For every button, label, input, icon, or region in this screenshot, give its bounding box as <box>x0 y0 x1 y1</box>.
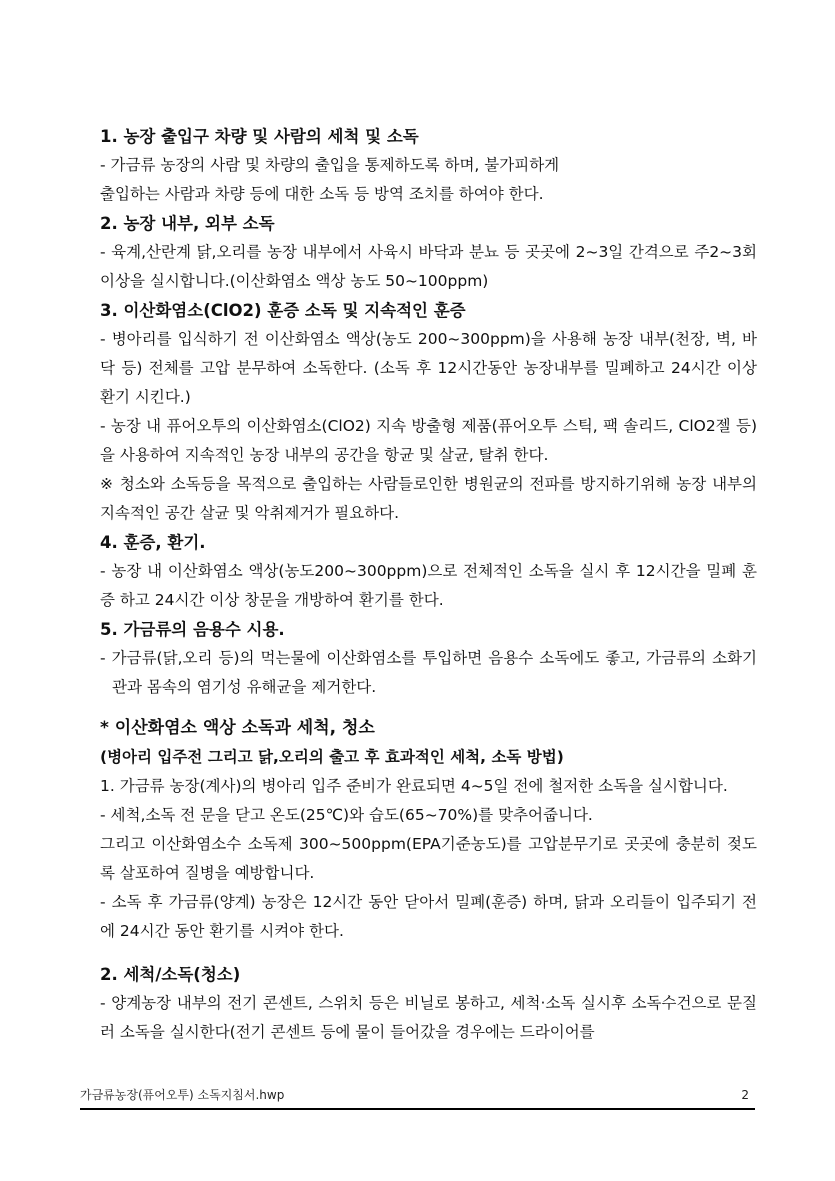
subsection-2-paragraph: - 양계농장 내부의 전기 콘센트, 스위치 등은 비닐로 봉하고, 세척·소독 실시후 소독수건으로 문질러 소독을 실시한다(전기 콘센트 등에 물이 들어갔을 경우에는 드라이어를 <box>100 994 757 1041</box>
subsection-1-paragraph: - 소독 후 가금류(양계) 농장은 12시간 동안 닫아서 밀폐(훈증) 하며, 닭과 오리들이 입주되기 전에 24시간 동안 환기를 시켜야 한다. <box>100 893 757 940</box>
subsection-2-heading: 2. 세척/소독(청소) <box>100 965 241 984</box>
document-body <box>100 122 757 1047</box>
subsection-heading: * 이산화염소 액상 소독과 세척, 청소 <box>100 718 375 738</box>
page-footer <box>80 1085 753 1109</box>
section-3-paragraph: - 농장 내 퓨어오투의 이산화염소(ClO2) 지속 방출형 제품(퓨어오투 스틱, 팩 솔리드, ClO2젤 등)을 사용하여 지속적인 농장 내부의 공간을 항균 및 살균, 탈취 한다. <box>100 417 757 464</box>
spacer <box>100 702 757 714</box>
footer-divider <box>80 1108 755 1110</box>
section-5-paragraph: - 가금류(닭,오리 등)의 먹는물에 이산화염소를 투입하면 음용수 소독에도 좋고, 가금류의 소화기관과 몸속의 염기성 유해균을 제거한다. <box>100 649 757 696</box>
section-2-paragraph: - 육계,산란계 닭,오리를 농장 내부에서 사육시 바닥과 분뇨 등 곳곳에 2~3일 간격으로 주2~3회 이상을 실시합니다.(이산화염소 액상 농도 50~100ppm) <box>100 243 757 290</box>
section-3-heading: 3. 이산화염소(ClO2) 훈증 소독 및 지속적인 훈증 <box>100 301 466 320</box>
section-4-paragraph: - 농장 내 이산화염소 액상(농도200~300ppm)으로 전체적인 소독을 실시 후 12시간을 밀폐 훈증 하고 24시간 이상 창문을 개방하여 환기를 한다. <box>100 562 757 609</box>
section-1-paragraph: 출입하는 사람과 차량 등에 대한 소독 등 방역 조치를 하여야 한다. <box>100 185 544 203</box>
subsection-1-paragraph: - 세척,소독 전 문을 닫고 온도(25℃)와 습도(65~70%)를 맞추어줍니다. <box>100 806 593 824</box>
footer-filename: 가금류농장(퓨어오투) 소독지침서.hwp <box>80 1088 285 1102</box>
footer-page-number: 2 <box>741 1088 749 1102</box>
subsection-subtitle: (병아리 입주전 그리고 닭,오리의 출고 후 효과적인 세척, 소독 방법) <box>100 748 564 766</box>
spacer <box>100 946 757 960</box>
subsection-1-paragraph: 그리고 이산화염소수 소독제 300~500ppm(EPA기준농도)를 고압분무기로 곳곳에 충분히 젖도록 살포하여 질병을 예방합니다. <box>100 835 757 882</box>
section-3-paragraph: - 병아리를 입식하기 전 이산화염소 액상(농도 200~300ppm)을 사용해 농장 내부(천장, 벽, 바닥 등) 전체를 고압 분무하여 소독한다. (소독 후 12시간동안 농장내부를 밀폐하고 24시간 이상 환기 시킨다.) <box>100 330 757 406</box>
section-2-heading: 2. 농장 내부, 외부 소독 <box>100 214 275 233</box>
subsection-1-paragraph: 1. 가금류 농장(계사)의 병아리 입주 준비가 완료되면 4~5일 전에 철저한 소독을 실시합니다. <box>100 777 728 795</box>
section-1-paragraph: - 가금류 농장의 사람 및 차량의 출입을 통제하도록 하며, 불가피하게 <box>100 156 560 174</box>
section-4-heading: 4. 훈증, 환기. <box>100 533 206 552</box>
section-1-heading: 1. 농장 출입구 차량 및 사람의 세척 및 소독 <box>100 127 419 146</box>
section-5-heading: 5. 가금류의 음용수 시용. <box>100 620 285 639</box>
section-3-note: ※ 청소와 소독등을 목적으로 출입하는 사람들로인한 병원균의 전파를 방지하기위해 농장 내부의 지속적인 공간 살균 및 악취제거가 필요하다. <box>100 475 757 522</box>
